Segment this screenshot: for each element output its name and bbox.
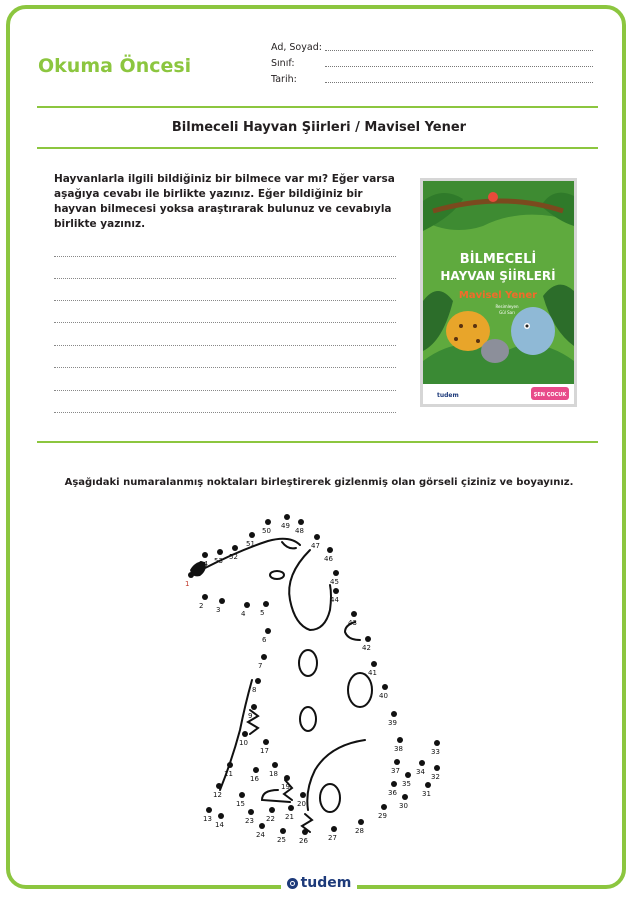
cover-title-line1: BİLMECELİ — [459, 252, 537, 267]
puzzle-dot-number: 32 — [431, 773, 440, 781]
puzzle-dot-number: 26 — [299, 837, 308, 845]
puzzle-dot[interactable] — [219, 598, 225, 604]
puzzle-dot[interactable] — [253, 767, 259, 773]
puzzle-dot-number: 38 — [394, 745, 403, 753]
puzzle-dot-number: 12 — [213, 791, 222, 799]
puzzle-dot-number: 34 — [416, 768, 425, 776]
cover-author: Mavisel Yener — [458, 290, 538, 301]
puzzle-dot[interactable] — [434, 740, 440, 746]
puzzle-dot-number: 45 — [330, 578, 339, 586]
class-label: Sınıf: — [271, 58, 295, 69]
class-field[interactable] — [271, 57, 593, 69]
puzzle-dot-number: 42 — [362, 644, 371, 652]
answer-line[interactable] — [54, 412, 396, 413]
puzzle-dot[interactable] — [284, 514, 290, 520]
puzzle-dot-number: 19 — [281, 783, 290, 791]
puzzle-dot[interactable] — [284, 775, 290, 781]
puzzle-dot-number: 39 — [388, 719, 397, 727]
puzzle-dot-number: 21 — [285, 813, 294, 821]
answer-line[interactable] — [54, 256, 396, 257]
puzzle-dot-number: 17 — [260, 747, 269, 755]
body-line — [307, 740, 365, 810]
puzzle-dot[interactable] — [298, 519, 304, 525]
puzzle-dot[interactable] — [300, 792, 306, 798]
puzzle-dot-number: 46 — [324, 555, 333, 563]
date-line[interactable] — [325, 73, 593, 83]
spot — [300, 707, 316, 731]
puzzle-dot[interactable] — [333, 570, 339, 576]
answer-line[interactable] — [54, 345, 396, 346]
puzzle-dot[interactable] — [249, 532, 255, 538]
puzzle-dot[interactable] — [263, 601, 269, 607]
answer-line[interactable] — [54, 390, 396, 391]
book-cover-illustration — [423, 181, 574, 404]
name-field[interactable] — [271, 41, 593, 53]
cover-publisher: tudem — [437, 392, 459, 399]
puzzle-dot[interactable] — [244, 602, 250, 608]
puzzle-dot-number: 1 — [185, 580, 190, 588]
puzzle-dot-number: 30 — [399, 802, 408, 810]
spot — [348, 673, 372, 707]
puzzle-dot-number: 11 — [224, 770, 233, 778]
puzzle-dot-number: 14 — [215, 821, 224, 829]
puzzle-dot-number: 31 — [422, 790, 431, 798]
puzzle-dot[interactable] — [232, 545, 238, 551]
puzzle-dot[interactable] — [239, 792, 245, 798]
puzzle-dot[interactable] — [263, 739, 269, 745]
cover-illustrator-label: Resimleyen — [495, 304, 519, 309]
puzzle-dot[interactable] — [206, 807, 212, 813]
puzzle-dot[interactable] — [288, 805, 294, 811]
puzzle-dot[interactable] — [216, 783, 222, 789]
puzzle-dot-number: 29 — [378, 812, 387, 820]
puzzle-dot-number: 20 — [297, 800, 306, 808]
puzzle-dot-number: 2 — [199, 602, 204, 610]
puzzle-dot[interactable] — [261, 654, 267, 660]
eye-line — [282, 542, 296, 548]
book-title: Bilmeceli Hayvan Şiirleri / Mavisel Yener — [171, 120, 467, 135]
date-label: Tarih: — [271, 74, 297, 85]
puzzle-dot[interactable] — [217, 549, 223, 555]
divider-middle — [37, 441, 598, 443]
puzzle-dot[interactable] — [331, 826, 337, 832]
puzzle-dot-number: 40 — [379, 692, 388, 700]
tudem-logo-icon — [287, 878, 298, 889]
puzzle-dot[interactable] — [402, 794, 408, 800]
publisher-logo — [0, 875, 638, 893]
puzzle-dot-number: 37 — [391, 767, 400, 775]
date-field[interactable] — [271, 73, 593, 85]
puzzle-dot-number: 35 — [402, 780, 411, 788]
puzzle-dot[interactable] — [371, 661, 377, 667]
divider-top — [37, 106, 598, 108]
puzzle-dot[interactable] — [391, 711, 397, 717]
puzzle-dot[interactable] — [358, 819, 364, 825]
puzzle-dot[interactable] — [314, 534, 320, 540]
puzzle-dot[interactable] — [391, 781, 397, 787]
publisher-name: tudem — [300, 875, 352, 891]
dot-to-dot-puzzle[interactable] — [0, 500, 638, 860]
puzzle-dot[interactable] — [265, 628, 271, 634]
cover-series: ŞEN ÇOCUK — [533, 392, 567, 398]
question-text: Hayvanlarla ilgili bildiğiniz bir bilmece var mı? Eğer varsa aşağıya cevabı ile birlikte yazınız. Eğer bildiğiniz bir hayvan bilmecesi yoksa araştırarak bulunuz ve cevabıyla birlikte yazınız. — [54, 173, 395, 230]
puzzle-dot[interactable] — [405, 772, 411, 778]
puzzle-dot-number: 22 — [266, 815, 275, 823]
puzzle-dot-number: 48 — [295, 527, 304, 535]
puzzle-dot[interactable] — [255, 678, 261, 684]
puzzle-dot[interactable] — [251, 704, 257, 710]
puzzle-dot-number: 50 — [262, 527, 271, 535]
puzzle-dot-number: 3 — [216, 606, 221, 614]
rhino-icon — [481, 339, 509, 363]
cover-illustrator: Gül Sarı — [499, 310, 515, 315]
puzzle-dot[interactable] — [259, 823, 265, 829]
puzzle-dot-number: 47 — [311, 542, 320, 550]
puzzle-dot[interactable] — [280, 828, 286, 834]
puzzle-dot[interactable] — [269, 807, 275, 813]
puzzle-dots[interactable] — [185, 514, 440, 845]
puzzle-dot-number: 23 — [245, 817, 254, 825]
puzzle-dot[interactable] — [434, 765, 440, 771]
page-title: Okuma Öncesi — [38, 55, 192, 77]
puzzle-dot[interactable] — [394, 759, 400, 765]
spot — [270, 571, 284, 579]
book-cover — [420, 178, 577, 407]
puzzle-dot-number: 10 — [239, 739, 248, 747]
elephant-icon — [511, 307, 555, 355]
puzzle-dot-number: 15 — [236, 800, 245, 808]
puzzle-dot-number: 5 — [260, 609, 265, 617]
puzzle-dot-number: 4 — [241, 610, 246, 618]
puzzle-dot-number: 53 — [214, 557, 223, 565]
puzzle-dot[interactable] — [188, 572, 194, 578]
instruction-text: Aşağıdaki numaralanmış noktaları birleştirerek gizlenmiş olan görseli çiziniz ve boyayınız. — [64, 477, 574, 488]
puzzle-dot-number: 33 — [431, 748, 440, 756]
puzzle-dot[interactable] — [227, 762, 233, 768]
puzzle-dot[interactable] — [365, 636, 371, 642]
puzzle-dot[interactable] — [265, 519, 271, 525]
puzzle-dot[interactable] — [272, 762, 278, 768]
puzzle-dot-number: 24 — [256, 831, 265, 839]
puzzle-dot-number: 52 — [229, 553, 238, 561]
divider-title — [37, 147, 598, 149]
puzzle-dot[interactable] — [202, 552, 208, 558]
puzzle-dot-number: 49 — [281, 522, 290, 530]
puzzle-dot-number: 54 — [199, 560, 208, 568]
bird-icon — [488, 192, 498, 202]
spot — [320, 784, 340, 812]
answer-line[interactable] — [54, 367, 396, 368]
zigzag-line-3 — [302, 814, 312, 832]
puzzle-dot[interactable] — [382, 684, 388, 690]
name-label: Ad, Soyad: — [271, 42, 322, 53]
puzzle-dot[interactable] — [419, 760, 425, 766]
puzzle-dot[interactable] — [425, 782, 431, 788]
puzzle-dot-number: 6 — [262, 636, 267, 644]
puzzle-dot-number: 41 — [368, 669, 377, 677]
puzzle-dot-number: 51 — [246, 540, 255, 548]
puzzle-dot-number: 7 — [258, 662, 263, 670]
answer-line[interactable] — [54, 300, 396, 301]
answer-line[interactable] — [54, 278, 396, 279]
puzzle-dot[interactable] — [333, 588, 339, 594]
puzzle-dot[interactable] — [202, 594, 208, 600]
puzzle-dot-number: 9 — [248, 712, 253, 720]
puzzle-dot[interactable] — [351, 611, 357, 617]
puzzle-dot-number: 13 — [203, 815, 212, 823]
puzzle-dot-number: 36 — [388, 789, 397, 797]
puzzle-dot[interactable] — [381, 804, 387, 810]
puzzle-dot[interactable] — [327, 547, 333, 553]
class-line[interactable] — [325, 57, 593, 67]
puzzle-dot-number: 18 — [269, 770, 278, 778]
spot — [299, 650, 317, 676]
puzzle-dot[interactable] — [397, 737, 403, 743]
puzzle-dot-number: 27 — [328, 834, 337, 842]
puzzle-dot[interactable] — [218, 813, 224, 819]
puzzle-dot-number: 43 — [348, 619, 357, 627]
puzzle-dot-number: 28 — [355, 827, 364, 835]
puzzle-dot[interactable] — [242, 731, 248, 737]
puzzle-dot-number: 16 — [250, 775, 259, 783]
cover-title-line2: HAYVAN ŞİİRLERİ — [440, 269, 556, 283]
puzzle-dot[interactable] — [302, 829, 308, 835]
puzzle-dot-number: 25 — [277, 836, 286, 844]
answer-line[interactable] — [54, 322, 396, 323]
puzzle-dot-number: 8 — [252, 686, 257, 694]
puzzle-dot[interactable] — [248, 809, 254, 815]
puzzle-dot-number: 44 — [330, 596, 339, 604]
name-line[interactable] — [325, 41, 593, 51]
